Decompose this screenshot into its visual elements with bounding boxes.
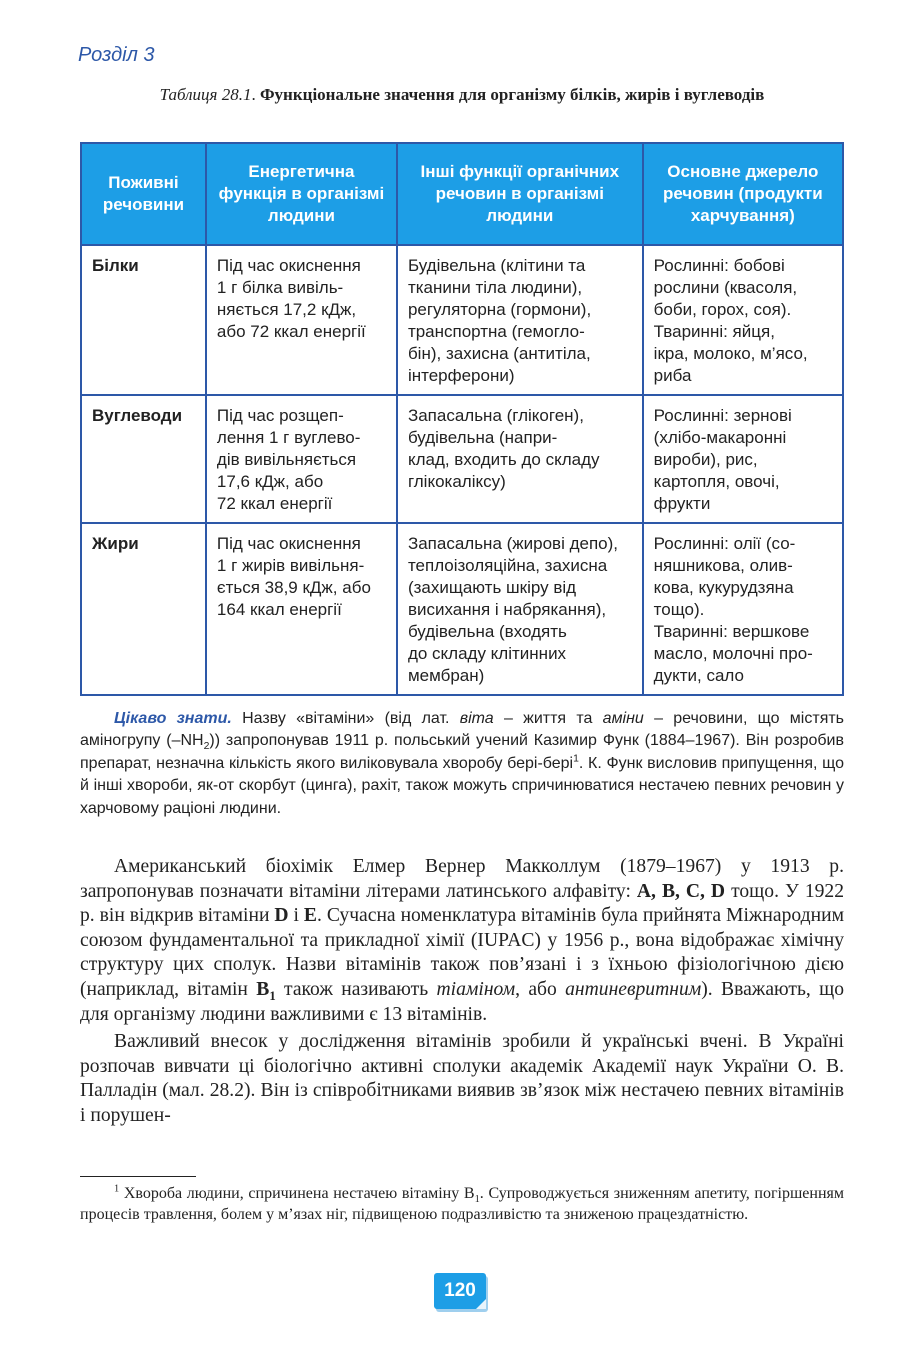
- note-text: – речовини, що містять аміногрупу (–NH: [80, 710, 845, 750]
- table-row: [81, 523, 843, 695]
- cell-energy: Під час окиснення 1 г білка вивіль- няється 17,2 кДж, або 72 ккал енергії: [206, 245, 397, 395]
- cell-energy: Під час окиснення 1 г жирів вивільня- ється 38,9 кДж, або 164 ккал енергії: [206, 523, 397, 695]
- paragraph-palladin: Важливий внесок у дослідження вітамінів зробили й українські вчені. В Україні розпочав вивчати ці біологічно активні сполуки академік Академії наук України О. В. Палладін (мал. 28.2). Він із співробітниками виявив зв’язок між нестачею певних вітамінів і порушен-: [80, 1031, 844, 1126]
- footnote: [80, 1184, 844, 1225]
- cell-energy: Під час розщеп- лення 1 г вуглево- дів вивільняється 17,6 кДж, або 72 ккал енергії: [206, 395, 397, 523]
- row-name-proteins: Білки: [81, 245, 206, 395]
- paragraph-mccollum: [80, 855, 844, 1027]
- note-text: . К. Функ висловив припущення, що й інші хвороби, як-от скорбут (цинга), рахіт, також можуть спричинюватися нестачею певних речовин у харчовому раціоні людини.: [80, 754, 845, 817]
- note-italic: віта: [459, 710, 494, 727]
- section-label: Розділ 3: [78, 44, 155, 66]
- body-text: [80, 855, 844, 1129]
- cell-sources: Рослинні: олії (со- няшникова, олив- кова, кукурудзяна тощо). Тваринні: вершкове масло, молочні про- дукти, сало: [643, 523, 843, 695]
- paragraph-text: і: [288, 905, 304, 927]
- paragraph-text: , або: [515, 978, 566, 1000]
- note-text: – життя та: [493, 710, 603, 727]
- table-row: [81, 245, 843, 395]
- paragraph-text: . Сучасна номенклатура вітамінів була прийнята Міжнародним союзом фундаментальної та прикладної хімії (IUPAC) у 1956 р., вона відображає хімічну структуру цих сполук. Назви вітамінів також пов’язані і з їхньою фізіологічною дією (наприклад, вітамін: [80, 905, 844, 1000]
- row-name-carbohydrates: Вуглеводи: [81, 395, 206, 523]
- footnote-mark: 1: [114, 1183, 120, 1195]
- vitamin-subscript: 1: [269, 988, 276, 1003]
- paragraph-text: ). Вважають, що для організму людини важливими є 13 вітамінів.: [80, 978, 844, 1025]
- note-subscript: 2: [203, 741, 210, 753]
- nutrition-table: [80, 142, 844, 696]
- header-energy-function: Енергетична функція в організмі людини: [206, 143, 397, 245]
- paragraph-text: тощо. У 1922 р. він відкрив вітаміни: [80, 880, 845, 927]
- cell-functions: Запасальна (жирові депо), теплоізоляційна, захисна (захищають шкіру від висихання і набрякання), будівельна (входять до складу клітинних мембран): [397, 523, 643, 695]
- footnote-subscript: 1: [474, 1194, 480, 1206]
- note-text: Назву «вітаміни» (від лат.: [231, 710, 460, 727]
- caption-separator: .: [251, 85, 260, 104]
- interesting-fact-note: [80, 708, 844, 820]
- table-caption-title: Функціональне значення для організму білків, жирів і вуглеводів: [259, 85, 765, 104]
- footnote-text: . Супроводжується зниженням апетиту, погіршенням процесів травлення, болем у м’язах ніг, підвищеною подразливістю та зниженою працездатністю.: [80, 1185, 844, 1223]
- row-name-fats: Жири: [81, 523, 206, 695]
- table-header-row: [81, 143, 843, 245]
- paragraph-text: Американський біохімік Елмер Вернер Макколлум (1879–1967) у 1913 р. запропонував позначати вітаміни літерами латинського алфавіту:: [80, 856, 844, 902]
- cell-sources: Рослинні: бобові рослини (квасоля, боби, горох, соя). Тваринні: яйця, ікра, молоко, м’ясо, риба: [643, 245, 843, 395]
- paragraph-text: також називають: [275, 978, 437, 1000]
- note-text: )) запропонував 1911 р. польський учений Казимир Функ (1884–1967). Він розробив препарат, незначна кількість якого виліковувала хворобу бері-бері: [80, 732, 844, 772]
- table-caption-label: Таблиця 28.1: [159, 85, 252, 104]
- header-other-functions: Інші функції органічних речовин в організмі людини: [397, 143, 643, 245]
- header-nutrients: Поживні речовини: [81, 143, 206, 245]
- vitamin-letter: E: [303, 905, 317, 927]
- page-number-badge: 120: [434, 1273, 486, 1309]
- cell-functions: Будівельна (клітини та тканини тіла людини), регуляторна (гормони), транспортна (гемогло- бін), захисна (антитіла, інтерферони): [397, 245, 643, 395]
- term-italic: антиневритним: [565, 978, 702, 1000]
- term-italic: тіаміном: [436, 978, 516, 1000]
- vitamin-letter: D: [274, 905, 289, 927]
- vitamin-letter: B: [256, 978, 270, 1000]
- header-food-sources: Основне джерело речовин (продукти харчування): [643, 143, 843, 245]
- vitamin-b1: [256, 978, 276, 1003]
- footnote-text: Хвороба людини, спричинена нестачею вітаміну B: [119, 1185, 475, 1202]
- note-italic: аміни: [602, 710, 644, 727]
- vitamin-letters: A, B, C, D: [636, 880, 726, 902]
- footnote-divider: [80, 1176, 196, 1177]
- table-row: [81, 395, 843, 523]
- note-lead: Цікаво знати.: [114, 710, 232, 727]
- cell-functions: Запасальна (глікоген), будівельна (напри- клад, входить до складу глікокаліксу): [397, 395, 643, 523]
- footnote-reference: 1: [573, 753, 579, 765]
- table-caption: [80, 84, 844, 105]
- cell-sources: Рослинні: зернові (хлібо-макаронні вироби), рис, картопля, овочі, фрукти: [643, 395, 843, 523]
